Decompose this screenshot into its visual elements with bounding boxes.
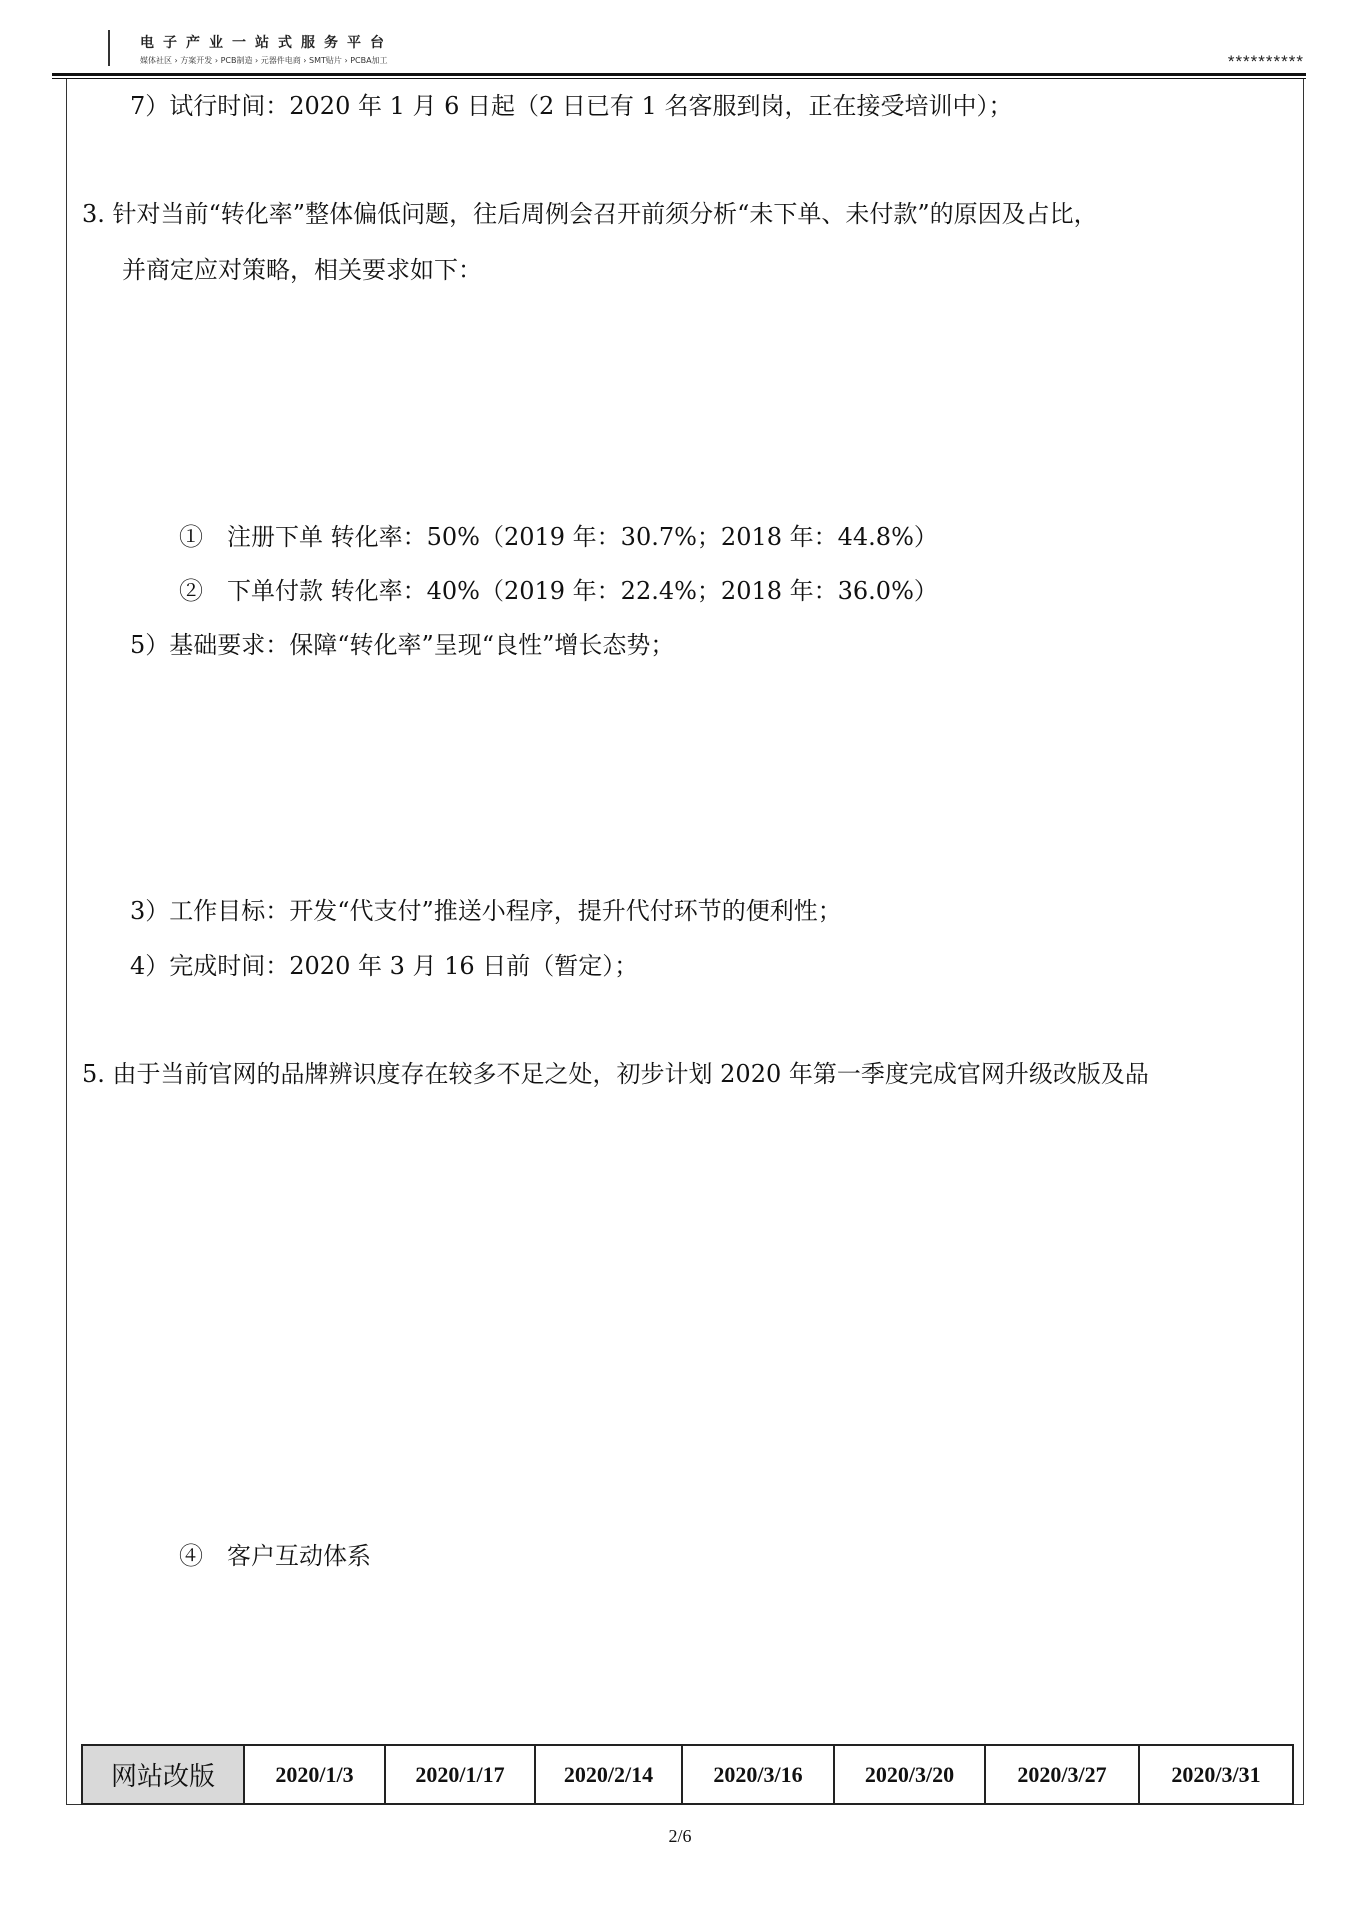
list-item-register-order: ① 注册下单 转化率：50%（2019 年：30.7%；2018 年：44.8%） (179, 523, 938, 551)
schedule-table (81, 1744, 1294, 1805)
list-item-order-payment: ② 下单付款 转化率：40%（2019 年：22.4%；2018 年：36.0%） (179, 577, 938, 605)
header-logo-bar (108, 30, 110, 66)
paragraph-work-goal: 3）工作目标：开发“代支付”推送小程序，提升代付环节的便利性； (130, 897, 842, 925)
header-document-id: ********** (1227, 52, 1304, 71)
page-number: 2/6 (668, 1826, 692, 1846)
schedule-date: 2020/3/27 (985, 1745, 1139, 1804)
schedule-date: 2020/2/14 (535, 1745, 682, 1804)
paragraph-completion-time: 4）完成时间：2020 年 3 月 16 日前（暂定）； (130, 952, 639, 980)
header-subtitle: 媒体社区 › 方案开发 › PCB制造 › 元器件电商 › SMT贴片 › PCBA加工 (140, 56, 388, 65)
schedule-date: 2020/3/20 (834, 1745, 985, 1804)
schedule-date: 2020/3/31 (1139, 1745, 1293, 1804)
schedule-date: 2020/1/17 (385, 1745, 535, 1804)
schedule-date: 2020/3/16 (682, 1745, 834, 1804)
header-title: 电子产业一站式服务平台 (140, 35, 393, 51)
schedule-date: 2020/1/3 (244, 1745, 385, 1804)
paragraph-basic-requirement: 5）基础要求：保障“转化率”呈现“良性”增长态势； (130, 631, 675, 659)
schedule-label: 网站改版 (82, 1745, 244, 1804)
paragraph-item-3-cont: 并商定应对策略，相关要求如下： (122, 256, 482, 284)
header-rule (52, 73, 1306, 76)
paragraph-trial-time: 7）试行时间：2020 年 1 月 6 日起（2 日已有 1 名客服到岗，正在接受培训中）； (130, 92, 1013, 120)
list-item-customer-interaction: ④ 客户互动体系 (179, 1542, 371, 1570)
paragraph-item-3: 3. 针对当前“转化率”整体偏低问题，往后周例会召开前须分析“未下单、未付款”的原因及占比， (82, 200, 1098, 228)
paragraph-item-5: 5. 由于当前官网的品牌辨识度存在较多不足之处，初步计划 2020 年第一季度完成官网升级改版及品 (82, 1060, 1149, 1088)
table-row (82, 1745, 1293, 1804)
